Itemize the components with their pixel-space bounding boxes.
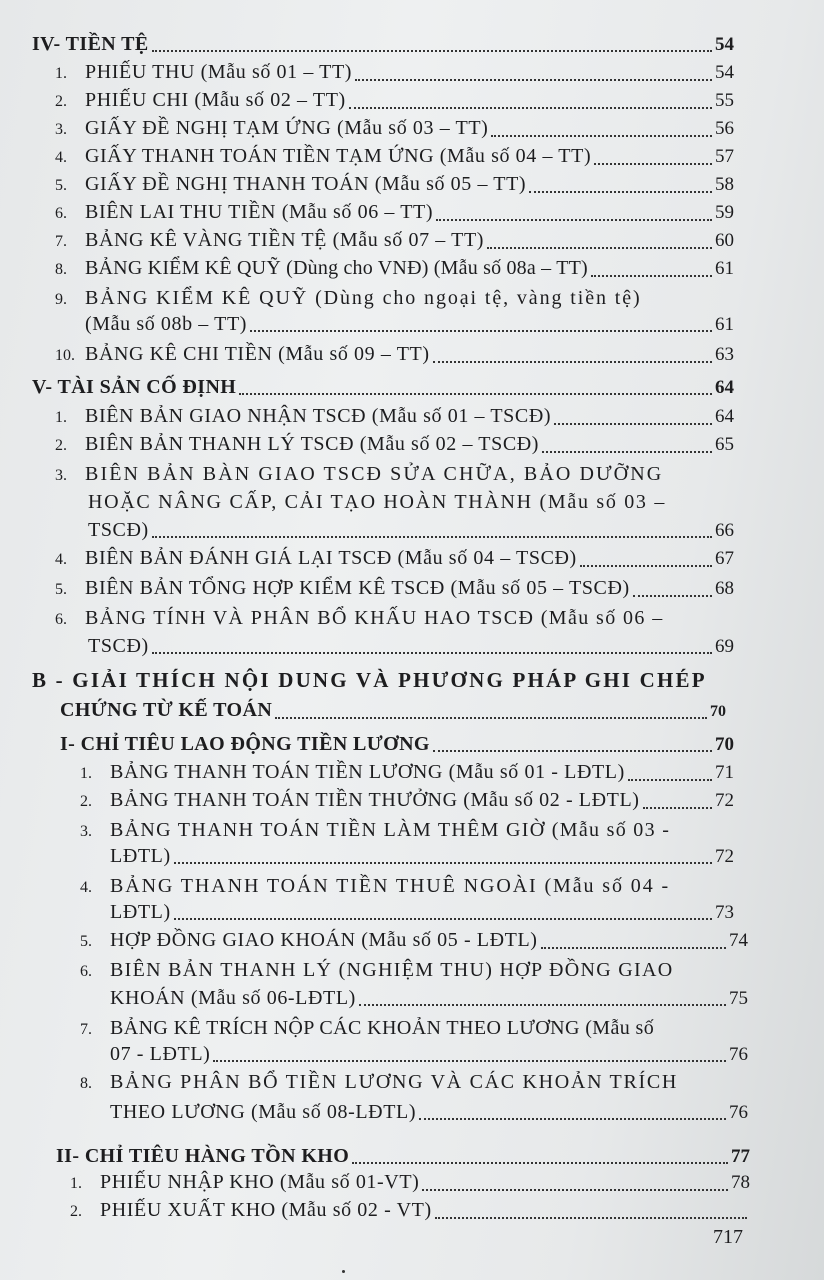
print-mark: [342, 1270, 345, 1273]
toc-entry-continuation: TSCĐ) 66: [88, 519, 734, 541]
toc-entry: 6. BIÊN BẢN THANH LÝ (NGHIỆM THU) HỢP ĐỒNG GIAO: [80, 959, 674, 981]
toc-entry: 6. BIÊN LAI THU TIỀN (Mẫu số 06 – TT) 59: [55, 201, 734, 223]
toc-entry: 2. BẢNG THANH TOÁN TIỀN THƯỞNG (Mẫu số 02 - LĐTL) 72: [80, 789, 734, 811]
toc-entry: 6. BẢNG TÍNH VÀ PHÂN BỔ KHẤU HAO TSCĐ (Mẫu số 06 –: [55, 607, 664, 629]
toc-entry: 1. BIÊN BẢN GIAO NHẬN TSCĐ (Mẫu số 01 – TSCĐ) 64: [55, 405, 734, 427]
toc-entry: 2. BIÊN BẢN THANH LÝ TSCĐ (Mẫu số 02 – TSCĐ) 65: [55, 433, 734, 455]
toc-entry: 10. BẢNG KÊ CHI TIỀN (Mẫu số 09 – TT) 63: [55, 343, 734, 365]
toc-entry: 4. BẢNG THANH TOÁN TIỀN THUÊ NGOÀI (Mẫu số 04 -: [80, 875, 671, 897]
toc-entry: 8. BẢNG PHÂN BỔ TIỀN LƯƠNG VÀ CÁC KHOẢN TRÍCH: [80, 1071, 679, 1093]
toc-entry: 3. BẢNG THANH TOÁN TIỀN LÀM THÊM GIỜ (Mẫu số 03 -: [80, 819, 671, 841]
toc-entry: 1. BẢNG THANH TOÁN TIỀN LƯƠNG (Mẫu số 01 - LĐTL) 71: [80, 761, 734, 783]
toc-entry: 5. GIẤY ĐỀ NGHỊ THANH TOÁN (Mẫu số 05 – TT) 58: [55, 173, 734, 195]
toc-entry-continuation: HOẶC NÂNG CẤP, CẢI TẠO HOÀN THÀNH (Mẫu số 03 –: [88, 491, 667, 513]
toc-entry: 8. BẢNG KIỂM KÊ QUỸ (Dùng cho VNĐ) (Mẫu số 08a – TT) 61: [55, 257, 734, 279]
toc-entry: 3. GIẤY ĐỀ NGHỊ TẠM ỨNG (Mẫu số 03 – TT) 56: [55, 117, 734, 139]
toc-entry: 7. BẢNG KÊ TRÍCH NỘP CÁC KHOẢN THEO LƯƠNG (Mẫu số: [80, 1017, 655, 1039]
toc-entry-continuation: KHOÁN (Mẫu số 06-LĐTL) 75: [110, 987, 748, 1009]
toc-entry: 1. PHIẾU THU (Mẫu số 01 – TT) 54: [55, 61, 734, 83]
toc-entry: 2. PHIẾU XUẤT KHO (Mẫu số 02 - VT): [70, 1196, 750, 1226]
section-heading: V- TÀI SẢN CỐ ĐỊNH 64: [32, 376, 734, 398]
section-heading: I- CHỈ TIÊU LAO ĐỘNG TIỀN LƯƠNG 70: [60, 733, 734, 755]
toc-entry: 9. BẢNG KIỂM KÊ QUỸ (Dùng cho ngoại tệ, vàng tiền tệ): [55, 287, 642, 309]
toc-entry: 2. PHIẾU CHI (Mẫu số 02 – TT) 55: [55, 89, 734, 111]
part-heading-continuation: CHỨNG TỪ KẾ TOÁN 70: [60, 699, 726, 721]
toc-entry: 4. BIÊN BẢN ĐÁNH GIÁ LẠI TSCĐ (Mẫu số 04 – TSCĐ) 67: [55, 547, 734, 569]
page-number: 717: [713, 1226, 743, 1248]
toc-entry-continuation: TSCĐ) 69: [88, 635, 734, 657]
toc-entry: 3. BIÊN BẢN BÀN GIAO TSCĐ SỬA CHỮA, BẢO DƯỠNG: [55, 463, 664, 485]
leader-dots: [152, 49, 712, 52]
toc-entry-continuation: 07 - LĐTL) 76: [110, 1043, 748, 1065]
part-heading: B - GIẢI THÍCH NỘI DUNG VÀ PHƯƠNG PHÁP GHI CHÉP: [32, 668, 707, 692]
toc-entry-continuation: THEO LƯƠNG (Mẫu số 08-LĐTL) 76: [110, 1101, 748, 1123]
toc-entry-continuation: LĐTL) 73: [110, 901, 734, 923]
section-heading: IV- TIỀN TỆ 54: [32, 33, 734, 55]
toc-entry: 4. GIẤY THANH TOÁN TIỀN TẠM ỨNG (Mẫu số 04 – TT) 57: [55, 145, 734, 167]
toc-entry-continuation: LĐTL) 72: [110, 845, 734, 867]
section-heading: II- CHỈ TIÊU HÀNG TỒN KHO 77: [56, 1145, 750, 1167]
toc-entry: 7. BẢNG KÊ VÀNG TIỀN TỆ (Mẫu số 07 – TT) 60: [55, 229, 734, 251]
toc-entry: 5. BIÊN BẢN TỔNG HỢP KIỂM KÊ TSCĐ (Mẫu số 05 – TSCĐ) 68: [55, 577, 734, 599]
toc-entry: 1. PHIẾU NHẬP KHO (Mẫu số 01-VT) 78: [70, 1171, 750, 1193]
toc-entry: 5. HỢP ĐỒNG GIAO KHOÁN (Mẫu số 05 - LĐTL) 74: [80, 929, 748, 951]
toc-entry-continuation: (Mẫu số 08b – TT) 61: [85, 313, 734, 335]
